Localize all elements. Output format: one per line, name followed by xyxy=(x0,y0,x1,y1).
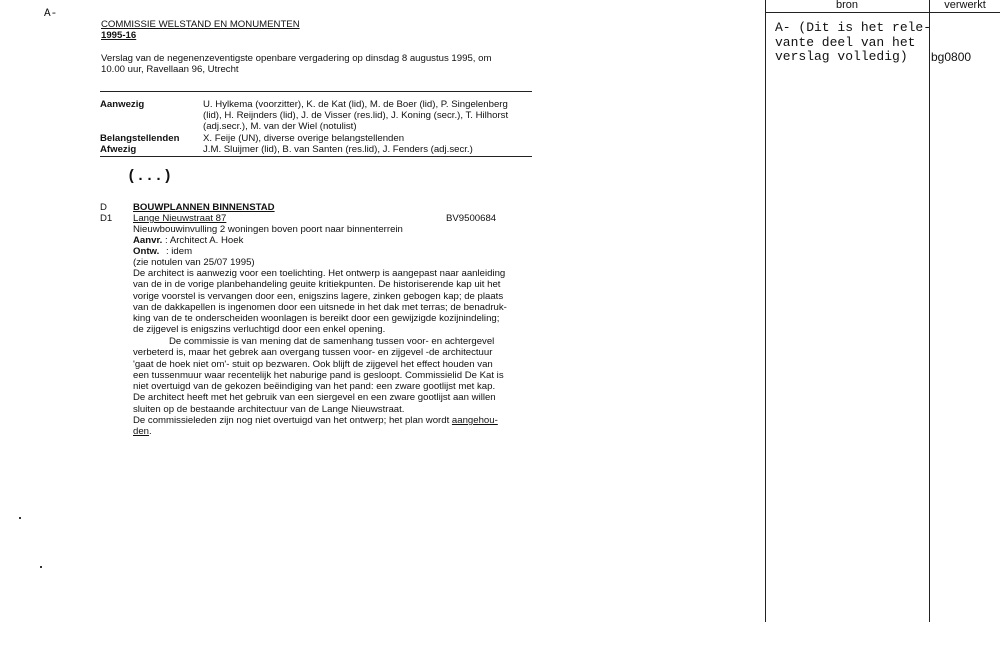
paragraph-line: De architect heeft met het gebruik van een siergevel en een zware gootlijst aan willen xyxy=(133,392,496,404)
ellipsis-mark: (...) xyxy=(127,168,173,185)
attendance-label-present: Aanwezig xyxy=(100,99,145,110)
final-line xyxy=(133,415,498,426)
decision-word: aangehou- xyxy=(451,415,498,426)
bron-line: A- (Dit is het rele- xyxy=(775,20,932,35)
paragraph-line: De commissie is van mening dat de samenhang tussen voor- en achtergevel xyxy=(169,336,495,347)
attendance-present-line: (adj.secr.), M. van der Wiel (notulist) xyxy=(203,121,357,132)
speck-mark xyxy=(40,566,42,568)
paragraph-line: van de dakkapellen is ingenomen door een uitsnede in het dak met terras; de benadruk- xyxy=(133,301,507,313)
applicant-label: Aanvr. xyxy=(133,235,163,246)
attendance-interested-line: X. Feije (UN), diverse overige belangstellenden xyxy=(203,133,405,144)
final-period: . xyxy=(149,426,152,437)
paragraph-line: van de in de vorige planbehandeling geuite kritiekpunten. De historiserende kap uit het xyxy=(133,279,501,291)
column-header-bron: bron xyxy=(835,0,859,11)
paragraph-line: een tussenmuur waar recentelijk het naburige pand is gesloopt. Commissielid De Kat is xyxy=(133,369,504,381)
paragraph-2 xyxy=(133,336,504,415)
paragraph-line: niet overtuigd van de gekozen beëindiging van het pand: een zware gootlijst met kap. xyxy=(133,381,496,393)
item-address: Lange Nieuwstraat 87 xyxy=(133,213,227,224)
attendance-present-line: U. Hylkema (voorzitter), K. de Kat (lid), M. de Boer (lid), P. Singelenberg xyxy=(203,99,508,110)
designer-label: Ontw. xyxy=(133,246,160,257)
table-column-divider xyxy=(929,0,930,622)
corner-mark: A- xyxy=(44,8,58,20)
section-title: BOUWPLANNEN BINNENSTAD xyxy=(133,202,275,213)
side-table xyxy=(765,0,1000,649)
divider-top xyxy=(100,91,532,92)
item-applicant xyxy=(133,235,243,246)
designer-value: : idem xyxy=(165,246,193,257)
paragraph-line: sluiten op de bestaande architectuur van de Lange Nieuwstraat. xyxy=(133,403,405,415)
section-code: D xyxy=(100,202,107,213)
table-header-divider xyxy=(765,12,1000,13)
bron-line: vante deel van het xyxy=(775,34,916,50)
document-title: COMMISSIE WELSTAND EN MONUMENTEN xyxy=(101,19,300,30)
item-note: (zie notulen van 25/07 1995) xyxy=(133,257,255,268)
item-code: D1 xyxy=(100,213,113,224)
paragraph-line: verbeterd is, maar het gebrek aan overgang tussen voor- en zijgevel -de architectuur xyxy=(133,347,493,359)
applicant-value: : Architect A. Hoek xyxy=(165,235,244,246)
item-designer xyxy=(133,246,192,257)
final-line-continued xyxy=(133,426,152,437)
final-text: De commissieleden zijn nog niet overtuigd van het ontwerp; het plan wordt xyxy=(133,415,450,426)
document-year: 1995-16 xyxy=(101,30,137,41)
paragraph-line: de zijgevel is enigszins verluchtigd door een enkel opening. xyxy=(133,324,386,336)
column-header-verwerkt: verwerkt xyxy=(944,0,986,11)
attendance-label-interested: Belangstellenden xyxy=(100,133,180,144)
speck-mark xyxy=(19,517,21,519)
table-border-left xyxy=(765,0,766,622)
paragraph-line: De architect is aanwezig voor een toelichting. Het ontwerp is aangepast naar aanleiding xyxy=(133,268,506,279)
attendance-absent-line: J.M. Sluijmer (lid), B. van Santen (res.lid), J. Fenders (adj.secr.) xyxy=(203,144,473,155)
bron-line: verslag volledig) xyxy=(775,49,908,64)
item-subtitle: Nieuwbouwinvulling 2 woningen boven poort naar binnenterrein xyxy=(133,224,403,235)
paragraph-line: 'gaat de hoek niet om'- stuit op bezwaren. Ook blijft de zijgevel het effect houden van xyxy=(133,358,493,370)
attendance-label-absent: Afwezig xyxy=(100,144,137,155)
paragraph-line: vorige voorstel is vervangen door een, enigszins lagere, zinken gebogen kap; de plaats xyxy=(133,290,504,302)
verwerkt-value: bg0800 xyxy=(931,50,972,64)
item-reference: BV9500684 xyxy=(446,213,497,224)
paragraph-line: king van de te onderscheiden woonlagen is bereikt door een gewijzigde kozijnindeling; xyxy=(133,313,500,325)
paragraph-1 xyxy=(133,268,507,336)
decision-word-end: den xyxy=(133,426,150,437)
bron-entry xyxy=(775,21,931,65)
divider-bottom xyxy=(100,156,532,157)
attendance-present-line: (lid), H. Reijnders (lid), J. de Visser (res.lid), J. Koning (secr.), T. Hilhorst xyxy=(203,110,509,121)
intro-line-1: Verslag van de negenenzeventigste openbare vergadering op dinsdag 8 augustus 1995, om xyxy=(101,53,492,64)
intro-line-2: 10.00 uur, Ravellaan 96, Utrecht xyxy=(101,64,239,75)
